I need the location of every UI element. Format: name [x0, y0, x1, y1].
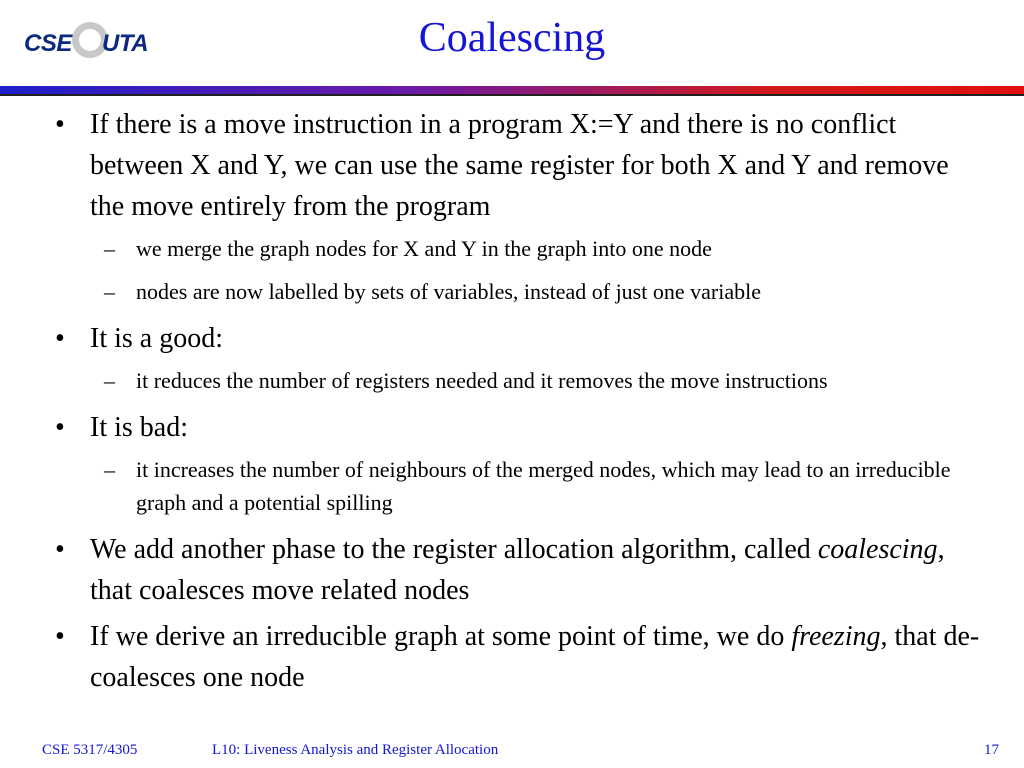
sub-bullet-2-1-text: it reduces the number of registers needed and it removes the move instructions — [136, 368, 828, 393]
footer-course: CSE 5317/4305 — [42, 742, 138, 758]
bullet-dot-icon: • — [55, 109, 65, 140]
sub-bullet-dash-icon: – — [104, 236, 115, 261]
bullet-3-text: It is bad: — [90, 412, 188, 443]
slide-content — [0, 104, 1024, 703]
sub-bullet-3-1 — [0, 453, 1024, 519]
bullet-dot-icon: • — [55, 621, 65, 652]
bullet-4-pre: We add another phase to the register allocation algorithm, called — [90, 534, 818, 565]
footer-page-number: 17 — [984, 742, 999, 758]
bullet-5-term: freezing — [791, 621, 881, 652]
bullet-dot-icon: • — [55, 534, 65, 565]
bullet-5-text — [90, 621, 979, 693]
sub-bullet-2-1 — [0, 364, 1024, 397]
bullet-1 — [0, 104, 1024, 227]
sub-bullet-3-1-text: it increases the number of neighbours of the merged nodes, which may lead to an irreducible graph and a potential spilling — [136, 457, 951, 515]
sub-bullet-dash-icon: – — [104, 279, 115, 304]
logo-uta-text: UTA — [102, 30, 149, 57]
sub-bullet-dash-icon: – — [104, 457, 115, 482]
bullet-4-post: , that coalesces move related nodes — [90, 534, 945, 606]
sub-bullet-1-1 — [0, 232, 1024, 265]
bullet-4 — [0, 529, 1024, 611]
sub-bullet-1-1-text: we merge the graph nodes for X and Y in the graph into one node — [136, 236, 712, 261]
bullet-4-text — [90, 534, 945, 606]
bullet-1-text: If there is a move instruction in a program X:=Y and there is no conflict between X and Y, we can use the same register for both X and Y and remove the move entirely from the program — [90, 109, 949, 222]
bullet-5 — [0, 616, 1024, 698]
sub-bullet-1-2-text: nodes are now labelled by sets of variables, instead of just one variable — [136, 279, 761, 304]
header-divider — [0, 94, 1024, 96]
logo-cse-text: CSE — [24, 30, 72, 57]
slide-title: Coalescing — [418, 15, 606, 61]
bullet-4-term: coalescing — [817, 534, 938, 565]
bullet-2-text: It is a good: — [90, 323, 223, 354]
header-gradient-bar — [0, 86, 1024, 94]
sub-bullet-1-2 — [0, 275, 1024, 308]
sub-bullet-dash-icon: – — [104, 368, 115, 393]
bullet-2 — [0, 318, 1024, 359]
footer-lecture-title: L10: Liveness Analysis and Register Allocation — [212, 742, 499, 758]
bullet-dot-icon: • — [55, 323, 65, 354]
bullet-5-pre: If we derive an irreducible graph at some point of time, we do — [90, 621, 792, 652]
bullet-dot-icon: • — [55, 412, 65, 443]
bullet-3 — [0, 407, 1024, 448]
bullet-5-post: , that de-coalesces one node — [90, 621, 980, 693]
